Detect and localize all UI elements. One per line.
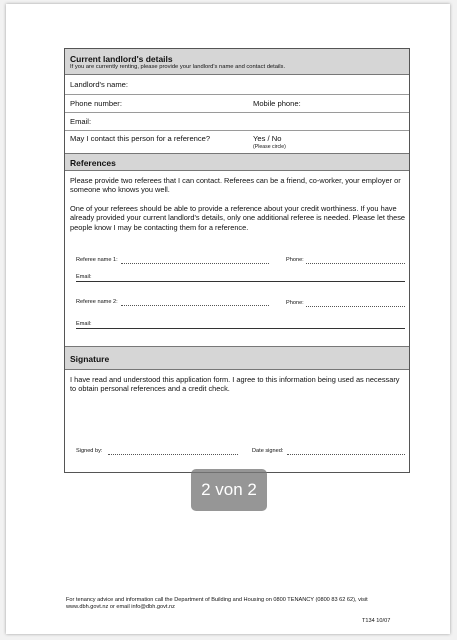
referee1-name-field[interactable] (121, 263, 269, 264)
referee1-email-field[interactable] (76, 281, 405, 282)
circle-note: (Please circle) (253, 144, 286, 150)
signature-text: I have read and understood this application form. I agree to this information being used as necessary to obtain personal references and a credit check. (70, 375, 400, 394)
landlord-section-subtitle: If you are currently renting, please provide your landlord's name and contact details. (70, 64, 286, 70)
page-indicator: 2 von 2 (191, 469, 267, 511)
signature-section-title: Signature (70, 354, 110, 364)
signed-by-field[interactable] (108, 454, 238, 455)
referee2-phone-label: Phone: (286, 300, 304, 306)
footer-line-1: For tenancy advice and information call the Department of Building and Housing on 0800 TENANCY (0800 83 62 62), visit (66, 597, 368, 603)
references-section-header (65, 154, 409, 170)
landlord-phone-label: Phone number: (70, 99, 122, 108)
referee1-name-label: Referee name 1: (76, 257, 118, 263)
signature-section-header (65, 347, 409, 369)
landlord-name-label: Landlord's name: (70, 80, 129, 89)
footer-line-2: www.dbh.govt.nz or email info@dbh.govt.nz (66, 604, 175, 610)
form-code: T134 10/07 (362, 618, 391, 624)
referee2-name-label: Referee name 2: (76, 299, 118, 305)
referee2-email-label: Email: (76, 321, 92, 327)
referee1-email-label: Email: (76, 274, 92, 280)
signed-by-label: Signed by: (76, 448, 103, 454)
referee2-email-field[interactable] (76, 328, 405, 329)
referee1-phone-field[interactable] (306, 263, 405, 264)
references-paragraph-2: One of your referees should be able to provide a reference about your credit worthiness. If you have already provided your current landlord's details, only one additional referee is needed. Please let these people know I may be contacting them for a reference. (70, 204, 406, 232)
contact-question: May I contact this person for a reference? (70, 134, 211, 143)
references-paragraph-1: Please provide two referees that I can contact. Referees can be a friend, co-worker, your employer or someone who knows you well. (70, 176, 401, 195)
referee1-phone-label: Phone: (286, 257, 304, 263)
landlord-email-label: Email: (70, 117, 92, 126)
landlord-mobile-label: Mobile phone: (253, 99, 301, 108)
landlord-section-title: Current landlord's details (70, 54, 173, 64)
date-signed-field[interactable] (287, 454, 405, 455)
date-signed-label: Date signed: (252, 448, 284, 454)
referee2-phone-field[interactable] (306, 306, 405, 307)
references-section-title: References (70, 158, 116, 168)
referee2-name-field[interactable] (121, 305, 269, 306)
form-table (64, 48, 410, 473)
yes-no-option[interactable]: Yes / No (253, 134, 282, 143)
